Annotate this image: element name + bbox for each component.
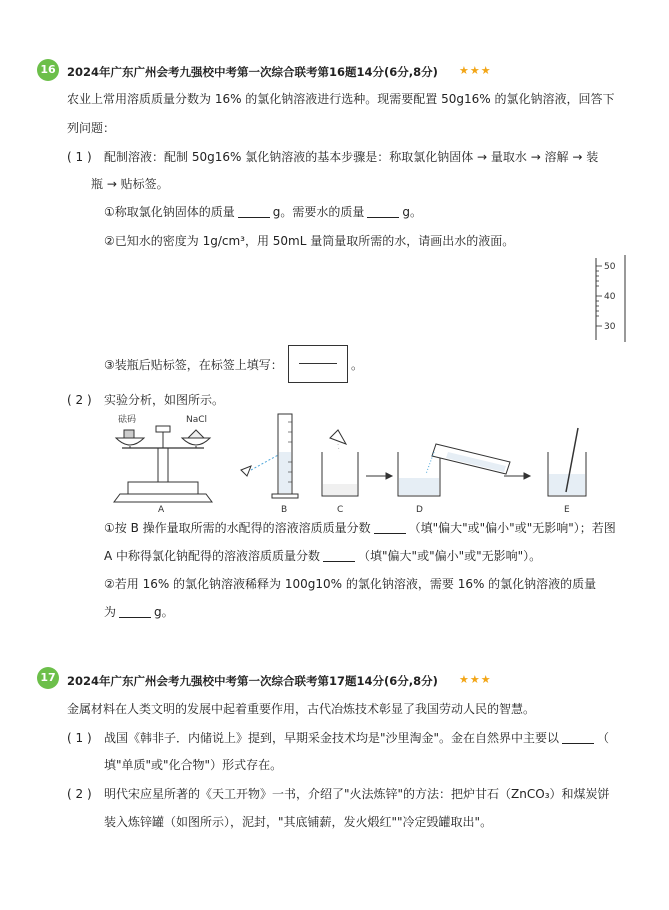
balance-scale-illustration	[114, 413, 212, 514]
part1-item2: ②已知水的密度为 1g/cm³，用 50mL 量筒量取所需的水，请画出水的液面。	[104, 234, 515, 248]
question-intro: 金属材料在人类文明的发展中起着重要作用，古代冶炼技术彰显了我国劳动人民的智慧。	[67, 702, 536, 716]
part2-line: 实验分析，如图所示。	[104, 393, 225, 407]
question-title: 2024年广东广州会考九强校中考第一次综合联考第16题14分(6分,8分)	[67, 65, 438, 79]
item-text: （	[597, 731, 610, 745]
nacl-label: NaCl	[186, 415, 208, 425]
experiment-figure	[108, 408, 598, 514]
cylinder-scale[interactable]	[586, 252, 636, 344]
answer-blank[interactable]	[119, 605, 151, 618]
beaker-with-powder-illustration	[322, 430, 358, 514]
label-line	[299, 363, 337, 364]
question-intro-line2: 列问题：	[67, 121, 116, 135]
part-number: ( 2 )	[67, 787, 92, 801]
part1-line1: 配制溶液：配制 50g16% 氯化钠溶液的基本步骤是：称取氯化钠固体 → 量取水 → 溶解 → 装	[104, 150, 599, 164]
item-text: A 中称得氯化钠配得的溶液溶质质量分数	[104, 549, 321, 563]
item-text: （填"偏大"或"偏小"或"无影响"）。	[358, 549, 542, 563]
part2-line1: 明代宋应星所著的《天工开物》一书，介绍了"火法炼锌"的方法：把炉甘石（ZnCO₃）和煤炭饼	[104, 787, 610, 801]
item-text: 战国《韩非子．内储说上》提到，早期采金技术均是"沙里淘金"。金在自然界中主要以	[104, 731, 560, 745]
figure-label-a: A	[158, 505, 165, 514]
item-text: ①按 B 操作量取所需的水配得的溶液溶质质量分数	[104, 521, 371, 535]
weights-label: 砝码	[118, 415, 137, 425]
answer-blank[interactable]	[367, 205, 399, 218]
measuring-cylinder-illustration	[241, 414, 298, 514]
question-number: 16	[40, 63, 56, 76]
item-text: ①称取氯化钠固体的质量	[104, 205, 235, 219]
part2-item1-line2	[104, 548, 541, 564]
item-text: g。	[402, 205, 423, 219]
question-intro-line1: 农业上常用溶质质量分数为 16% 的氯化钠溶液进行选种。现需要配置 50g16% 的氯化钠溶液，回答下	[67, 92, 615, 106]
figure-label-b: B	[281, 505, 288, 514]
tick-label-50: 50	[604, 262, 616, 272]
item-text: （填"偏大"或"偏小"或"无影响"）；若图	[408, 521, 616, 535]
part1-item3: ③装瓶后贴标签，在标签上填写：	[104, 358, 283, 372]
part-number: ( 1 )	[67, 731, 92, 745]
question-title: 2024年广东广州会考九强校中考第一次综合联考第17题14分(6分,8分)	[67, 674, 438, 688]
figure-label-e: E	[564, 505, 570, 514]
difficulty-stars: ★★★	[459, 673, 492, 686]
part-number: ( 1 )	[67, 150, 92, 164]
part2-item2-line2	[104, 604, 174, 620]
part2-line2: 装入炼锌罐（如图所示），泥封，"其底铺薪，发火煅红""冷定毁罐取出"。	[104, 815, 493, 829]
answer-blank[interactable]	[323, 549, 355, 562]
answer-blank[interactable]	[374, 521, 406, 534]
pouring-water-illustration	[398, 444, 510, 514]
tick-label-30: 30	[604, 322, 616, 332]
part2-item1-line1	[104, 520, 616, 536]
question-number-badge	[37, 667, 59, 689]
figure-label-c: C	[337, 505, 344, 514]
figure-label-d: D	[416, 505, 423, 514]
item-text: 为	[104, 605, 117, 619]
question-number-badge	[37, 59, 59, 81]
part1-line2: 填"单质"或"化合物"）形式存在。	[104, 758, 283, 772]
part-number: ( 2 )	[67, 393, 92, 407]
part1-line1	[104, 730, 609, 746]
part1-item3-end: 。	[351, 358, 364, 372]
item-text: g。	[154, 605, 174, 619]
answer-blank[interactable]	[562, 731, 594, 744]
item-text: g。需要水的质量	[272, 205, 365, 219]
difficulty-stars: ★★★	[459, 64, 492, 77]
part1-line2: 瓶 → 贴标签。	[91, 177, 169, 191]
tick-label-40: 40	[604, 292, 616, 302]
part2-item2-line1: ②若用 16% 的氯化钠溶液稀释为 100g10% 的氯化钠溶液，需要 16% 的氯化钠溶液的质量	[104, 577, 597, 591]
question-number: 17	[40, 671, 56, 684]
part1-item1	[104, 204, 422, 220]
stirring-illustration	[548, 428, 586, 514]
answer-blank[interactable]	[238, 205, 270, 218]
bottle-label-box[interactable]	[288, 345, 348, 383]
